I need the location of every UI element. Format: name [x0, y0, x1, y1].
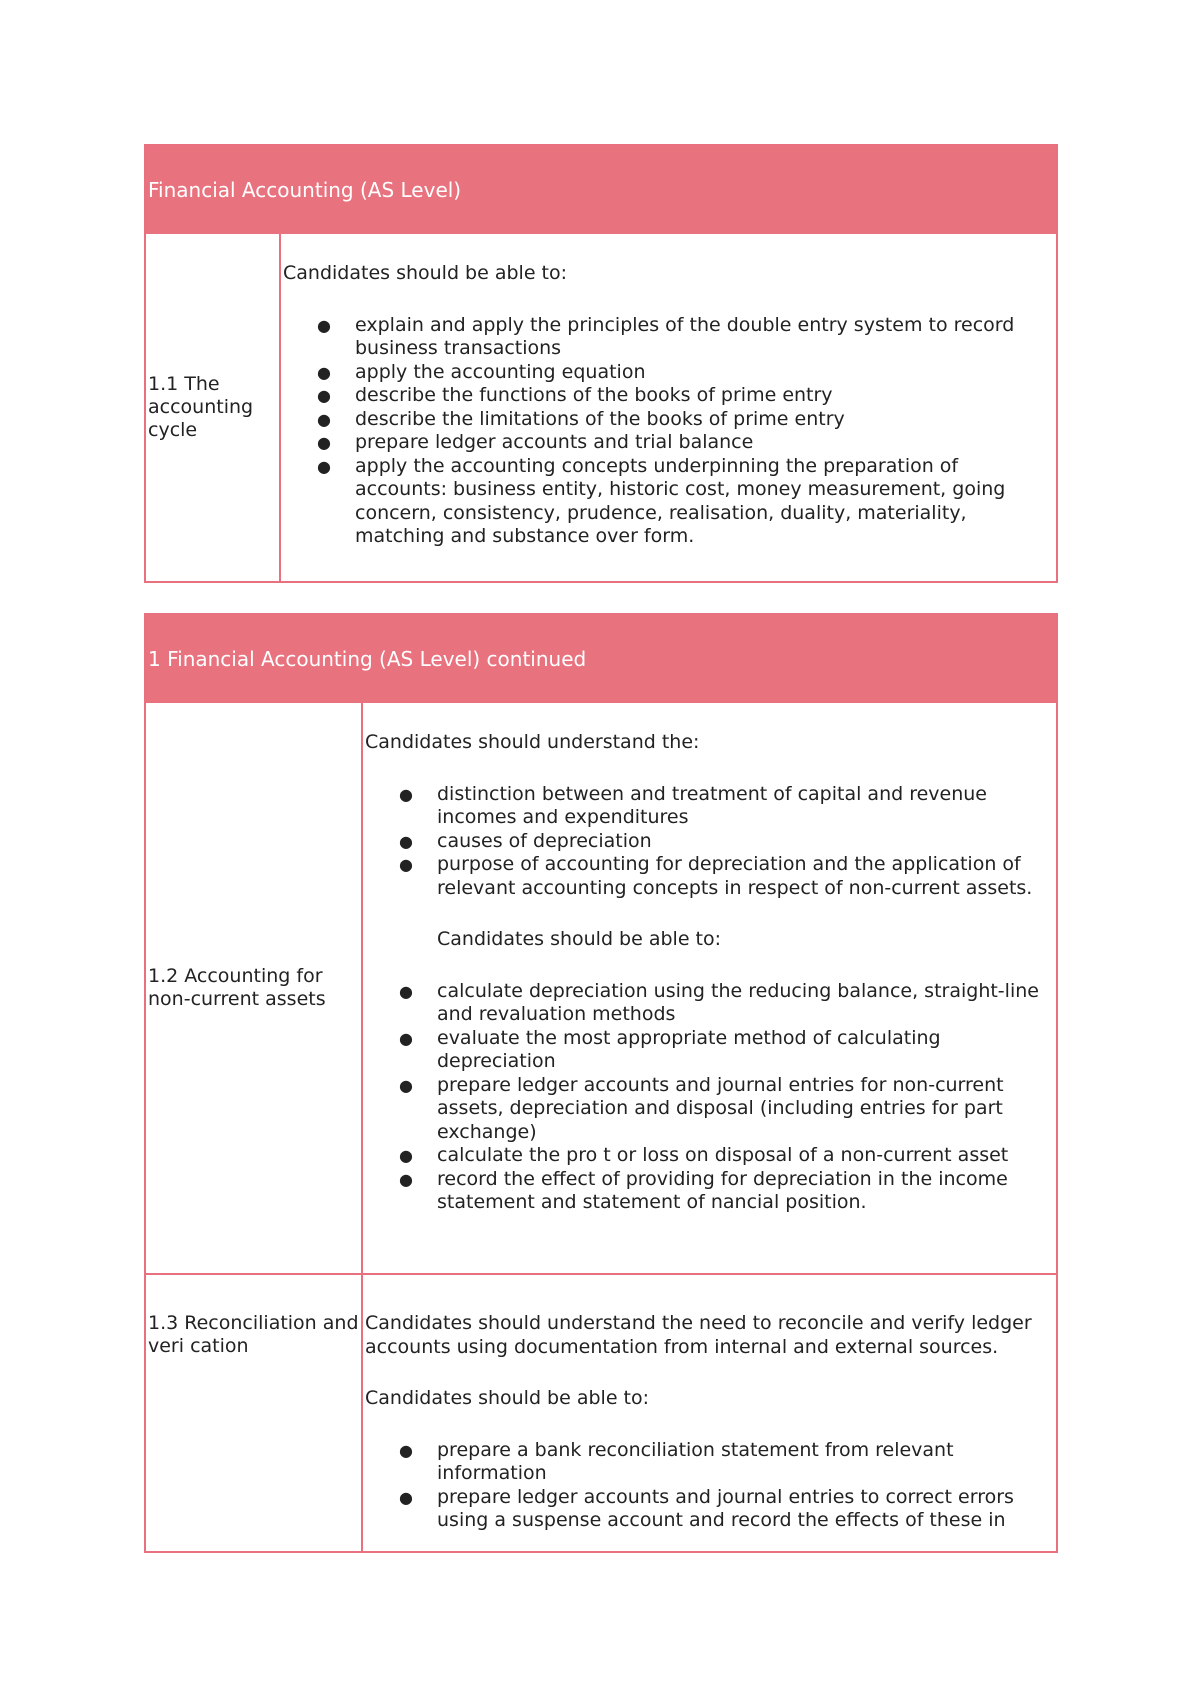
- topic-cell: [146, 1275, 363, 1551]
- content-cell: [363, 703, 1056, 1273]
- syllabus-table-2: [144, 613, 1058, 1553]
- list-item: ● prepare ledger accounts and trial balance: [317, 431, 754, 453]
- table-header-title: Financial Accounting (AS Level): [148, 178, 462, 202]
- bullet-icon: ●: [399, 1028, 413, 1048]
- list-item: ● describe the functions of the books of prime entry: [317, 384, 833, 406]
- list-item: ● calculate depreciation using the reducing balance, straight-line and revaluation methods: [399, 979, 1039, 1025]
- intro-text: Candidates should be able to:: [365, 1387, 650, 1409]
- topic-cell: [146, 234, 281, 581]
- bullet-icon: ●: [399, 1169, 413, 1189]
- list-item: ● causes of depreciation: [399, 829, 652, 852]
- list-item: ● describe the limitations of the books of prime entry: [317, 407, 845, 430]
- bullet-icon: ●: [399, 784, 413, 804]
- list-item: ● prepare a bank reconciliation statement from relevant information: [399, 1438, 954, 1484]
- bullet-icon: ●: [399, 1146, 413, 1165]
- content-cell: [363, 1275, 1056, 1551]
- table-header: [146, 615, 1056, 703]
- intro-text: Candidates should understand the need to reconcile and verify ledger accounts using documentation from internal and external sources.: [365, 1312, 1032, 1358]
- bullet-icon: ●: [399, 1075, 413, 1095]
- topic-label: 1.1 The accounting cycle: [148, 373, 254, 441]
- list-item: ● prepare ledger accounts and journal entries for non-current assets, depreciation and disposal (including entries for part exchange): [399, 1073, 1004, 1143]
- bullet-icon: ●: [317, 315, 331, 335]
- table-header: [146, 146, 1056, 234]
- syllabus-table-1: [144, 144, 1058, 583]
- list-item: ● apply the accounting equation: [317, 360, 646, 383]
- table-header-title: 1 Financial Accounting (AS Level) continued: [148, 647, 587, 671]
- bullet-list: [365, 980, 1054, 1215]
- bullet-icon: ●: [317, 386, 331, 405]
- table-row: [146, 1273, 1056, 1551]
- intro-text: Candidates should understand the:: [365, 731, 700, 753]
- list-item: ● explain and apply the principles of the double entry system to record business transactions: [317, 313, 1015, 359]
- bullet-icon: ●: [317, 362, 331, 382]
- list-item: ● calculate the pro t or loss on disposal of a non-current asset: [399, 1144, 1009, 1166]
- bullet-icon: ●: [399, 981, 413, 1001]
- topic-cell: [146, 703, 363, 1273]
- intro-text: Candidates should be able to:: [437, 928, 722, 950]
- bullet-icon: ●: [399, 855, 413, 874]
- bullet-icon: ●: [399, 1487, 413, 1507]
- bullet-list: [365, 783, 1054, 901]
- bullet-icon: ●: [399, 831, 413, 851]
- bullet-list: [283, 314, 1054, 549]
- list-item: ● purpose of accounting for depreciation and the application of relevant accounting concepts in respect of non-current assets.: [399, 853, 1033, 899]
- list-item: ● apply the accounting concepts underpinning the preparation of accounts: business entity, historic cost, money measurement, going concern, consistency, prudence, realisation, duality, materiality, matching and substance over form.: [317, 454, 1006, 547]
- list-item: ● distinction between and treatment of capital and revenue incomes and expenditures: [399, 782, 987, 828]
- topic-label: 1.3 Reconciliation and veri cation: [148, 1312, 359, 1357]
- bullet-icon: ●: [317, 456, 331, 476]
- list-item: ● evaluate the most appropriate method of calculating depreciation: [399, 1026, 941, 1072]
- table-row: [146, 703, 1056, 1273]
- intro-text: Candidates should be able to:: [283, 262, 568, 284]
- bullet-icon: ●: [317, 433, 331, 452]
- content-cell: [281, 234, 1056, 581]
- topic-label: 1.2 Accounting for non-current assets: [148, 965, 326, 1010]
- bullet-list: [365, 1439, 1054, 1533]
- bullet-icon: ●: [317, 409, 331, 429]
- list-item: ● prepare ledger accounts and journal entries to correct errors using a suspense account and record the effects of these in: [399, 1485, 1014, 1531]
- bullet-icon: ●: [399, 1440, 413, 1460]
- table-row: [146, 234, 1056, 581]
- list-item: ● record the effect of providing for depreciation in the income statement and statement of nancial position.: [399, 1167, 1008, 1213]
